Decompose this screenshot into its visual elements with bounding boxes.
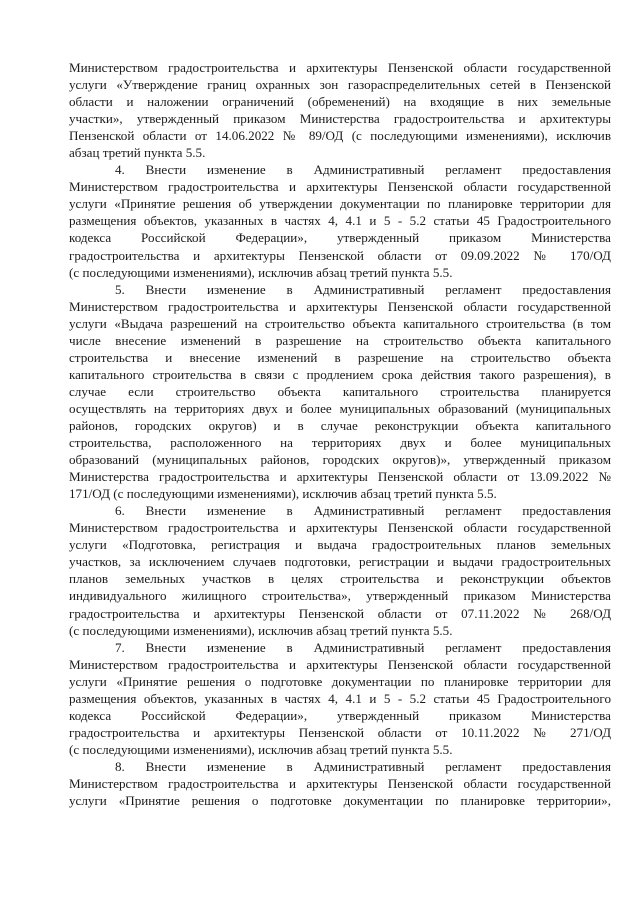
- text-line: размещения объектов, указанных в частях 4, 4.1 и 5 - 5.2 статьи 45 Градостроительного: [69, 690, 611, 706]
- text-line: услуги «Подготовка, регистрация и выдача градостроительных планов земельных: [69, 537, 611, 553]
- text-line: строительства и внесение изменений в разрешение на строительство объекта: [69, 349, 611, 365]
- document-page: [69, 59, 611, 809]
- text-line: Министерством градостроительства и архитектуры Пензенской области государственной: [69, 179, 611, 195]
- text-line: случае если строительство объекта капитального строительства планируется: [69, 383, 611, 399]
- text-line: области и наложении ограничений (обременений) на входящие в них земельные: [69, 94, 611, 110]
- text-line: индивидуального жилищного строительства», утвержденный приказом Министерства: [69, 588, 611, 604]
- text-line: услуги «Выдача разрешений на строительство объекта капитального строительства (в том: [69, 315, 611, 331]
- text-line: планов земельных участков в целях строительства и реконструкции объектов: [69, 571, 611, 587]
- text-line: Министерством градостроительства и архитектуры Пензенской области государственной: [69, 298, 611, 314]
- text-line: кодекса Российской Федерации», утвержденный приказом Министерства: [69, 230, 611, 246]
- text-line: строительства, расположенного на территориях двух и более муниципальных: [69, 435, 611, 451]
- text-line: капитального строительства в связи с продлением срока действия такого разрешения), в: [69, 366, 611, 382]
- text-line: 171/ОД (с последующими изменениями), исключив абзац третий пункта 5.5.: [69, 486, 497, 502]
- text-line: (с последующими изменениями), исключив абзац третий пункта 5.5.: [69, 622, 453, 638]
- text-line: образований (муниципальных районов, городских округов)», утвержденный приказом: [69, 452, 611, 468]
- text-line: градостроительства и архитектуры Пензенской области от 10.11.2022 № 271/ОД: [69, 724, 611, 740]
- text-line: размещения объектов, указанных в частях 4, 4.1 и 5 - 5.2 статьи 45 Градостроительного: [69, 213, 611, 229]
- text-line: Министерством градостроительства и архитектуры Пензенской области государственной: [69, 656, 611, 672]
- text-line: Министерством градостроительства и архитектуры Пензенской области государственной: [69, 60, 611, 75]
- paragraph-first-line: 7. Внести изменение в Административный регламент предоставления: [115, 639, 611, 655]
- text-line: услуги «Принятие решения о подготовке документации по планировке территории»,: [69, 793, 611, 809]
- text-line: Министерством градостроительства и архитектуры Пензенской области государственной: [69, 775, 611, 791]
- text-line: Пензенской области от 14.06.2022 № 89/ОД (с последующими изменениями), исключив: [69, 128, 611, 144]
- text-line: Министерства градостроительства и архитектуры Пензенской области от 13.09.2022 №: [69, 469, 611, 485]
- text-line: районов, городских округов) и в случае реконструкции объекта капитального: [69, 417, 611, 433]
- paragraph-first-line: 5. Внести изменение в Административный регламент предоставления: [115, 281, 611, 297]
- text-line: (с последующими изменениями), исключив абзац третий пункта 5.5.: [69, 264, 453, 280]
- text-line: участки», утвержденный приказом Министерства градостроительства и архитектуры: [69, 111, 611, 127]
- text-line: градостроительства и архитектуры Пензенской области от 07.11.2022 № 268/ОД: [69, 605, 611, 621]
- paragraph-first-line: 4. Внести изменение в Административный регламент предоставления: [115, 162, 611, 178]
- text-line: услуги «Утверждение границ охранных зон газораспределительных сетей в Пензенской: [69, 77, 611, 93]
- paragraph-first-line: 6. Внести изменение в Административный регламент предоставления: [115, 503, 611, 519]
- text-line: участков, за исключением случаев подготовки, регистрации и выдачи градостроительных: [69, 554, 611, 570]
- text-line: услуги «Принятие решения об утверждении документации по планировке территории для: [69, 196, 611, 212]
- text-line: градостроительства и архитектуры Пензенской области от 09.09.2022 № 170/ОД: [69, 247, 611, 263]
- text-line: числе внесение изменений в разрешение на строительство объекта капитального: [69, 332, 611, 348]
- text-line: абзац третий пункта 5.5.: [69, 145, 206, 161]
- paragraph-first-line: 8. Внести изменение в Административный регламент предоставления: [115, 758, 611, 774]
- text-line: Министерством градостроительства и архитектуры Пензенской области государственной: [69, 520, 611, 536]
- text-line: кодекса Российской Федерации», утвержденный приказом Министерства: [69, 707, 611, 723]
- text-line: (с последующими изменениями), исключив абзац третий пункта 5.5.: [69, 741, 453, 757]
- text-line: осуществлять на территориях двух и более муниципальных образований (муниципальных: [69, 400, 611, 416]
- text-line: услуги «Принятие решения о подготовке документации по планировке территории для: [69, 673, 611, 689]
